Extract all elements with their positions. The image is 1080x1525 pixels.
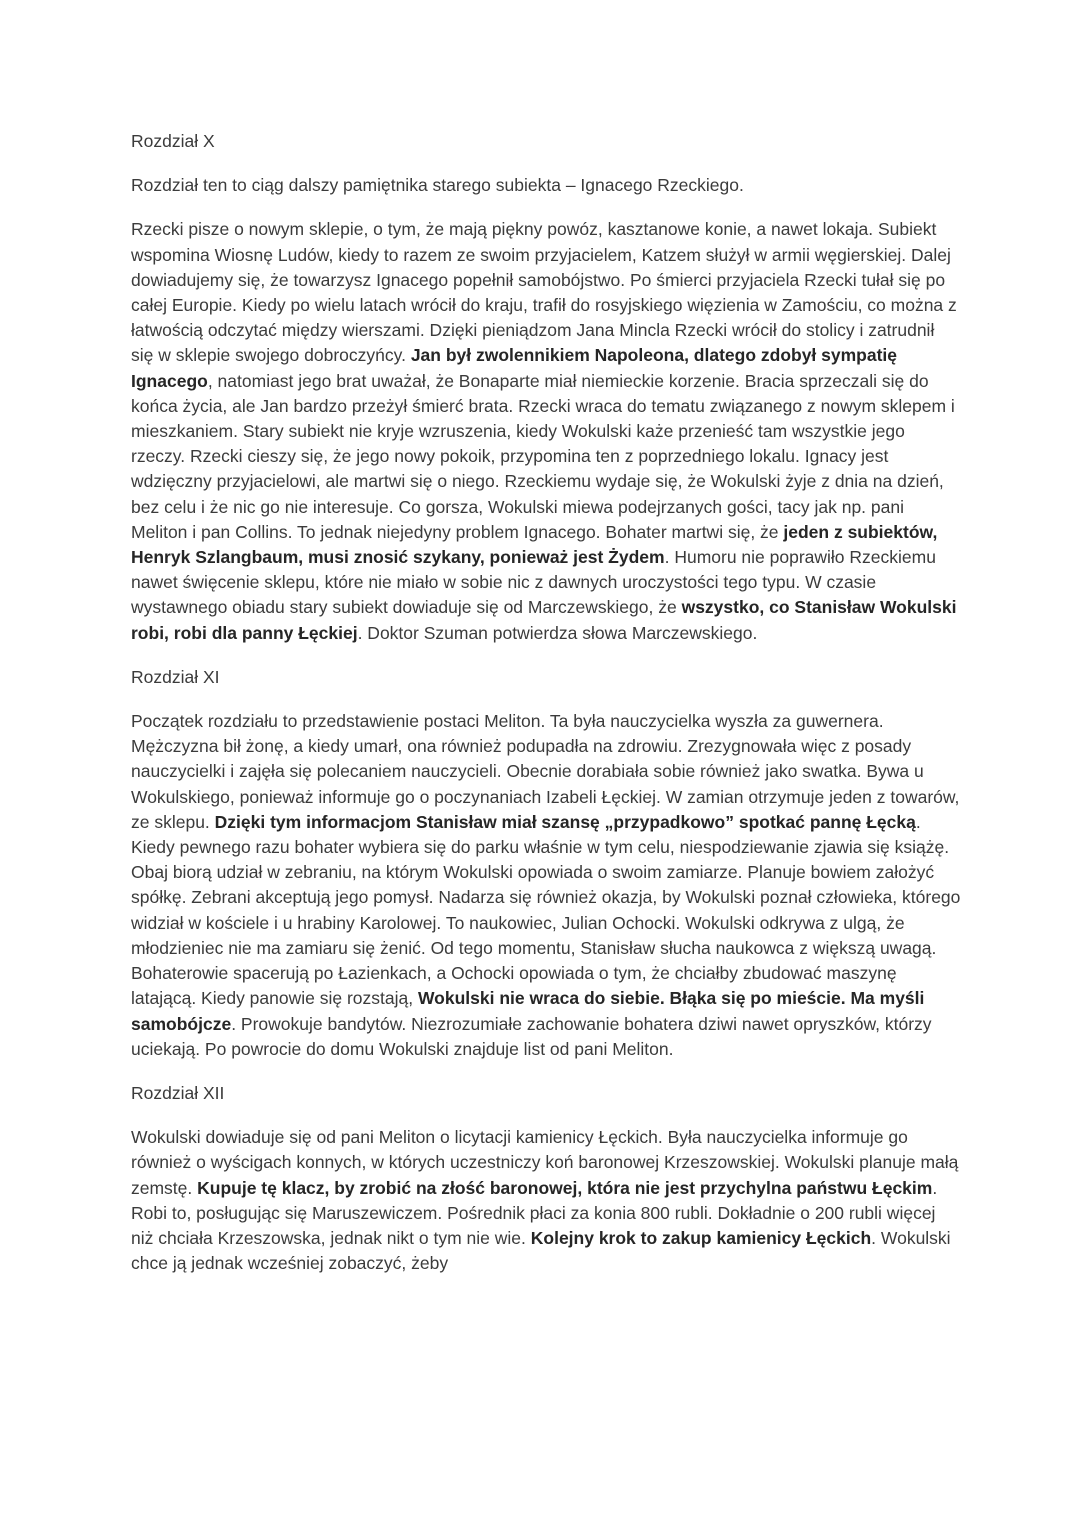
text-run: Rozdział ten to ciąg dalszy pamiętnika starego subiekta – Ignacego Rzeckiego. (131, 175, 744, 196)
text-run: Wokulski dowiaduje się od pani Meliton o licytacji kamienicy Łęckich. Była nauczycielka informuje go również o wyścigach konnych, w których uczestniczy koń baronowej Krzeszowskiej. Wokulski planuje małą zemstę. (131, 1127, 959, 1198)
paragraph (131, 1125, 961, 1276)
text-run: . Prowokuje bandytów. Niezrozumiałe zachowanie bohatera dziwi nawet opryszków, którzy uciekają. Po powrocie do domu Wokulski znajduje list od pani Meliton. (131, 1013, 932, 1059)
bold-text-run: Wokulski nie wraca do siebie. Błąka się po mieście. Ma myśli samobójcze (131, 988, 925, 1034)
text-run: , natomiast jego brat uważał, że Bonaparte miał niemieckie korzenie. Bracia sprzeczali się do końca życia, ale Jan bardzo przeżył śmierć brata. Rzecki wraca do tematu związanego z nowym sklepem i mieszkaniem. Stary subiekt nie kryje wzruszenia, kiedy Wokulski każe przenieść tam wszystkie jego rzeczy. Rzecki cieszy się, że jego nowy pokoik, przypomina ten z poprzedniego lokalu. Ignacy jest wdzięczny przyjacielowi, ale martwi się o niego. Rzeckiemu wydaje się, że Wokulski żyje z dnia na dzień, bez celu i że nic go nie interesuje. Co gorsza, Wokulski miewa podejrzanych gości, tacy jak np. pani Meliton i pan Collins. To jednak niejedyny problem Ignacego. Bohater martwi się, że (131, 370, 955, 542)
paragraph (131, 217, 961, 645)
document-content (131, 129, 961, 1295)
chapter-x (131, 129, 961, 646)
text-run: . Doktor Szuman potwierdza słowa Marczewskiego. (357, 622, 758, 643)
bold-text-run: Kupuje tę klacz, by zrobić na złość baronowej, która nie jest przychylna państwu Łęckim (197, 1177, 933, 1198)
chapter-heading: Rozdział X (131, 131, 215, 151)
bold-text-run: jeden z subiektów, Henryk Szlangbaum, musi znosić szykany, ponieważ jest Żydem (131, 521, 938, 568)
text-run: . Humoru nie poprawiło Rzeckiemu nawet święcenie sklepu, które nie miało w sobie nic z dawnych uroczystości tego typu. W czasie wystawnego obiadu stary subiekt dowiaduje się od Marczewskiego, że (131, 547, 936, 618)
chapter-xi (131, 665, 961, 1062)
paragraph (131, 709, 961, 1062)
bold-text-run: Kolejny krok to zakup kamienicy Łęckich (530, 1227, 872, 1248)
paragraph (131, 173, 961, 198)
text-run: Rzecki pisze o nowym sklepie, o tym, że mają piękny powóz, kasztanowe konie, a nawet lokaja. Subiekt wspomina Wiosnę Ludów, kiedy to razem ze swoim przyjacielem, Katzem służył w armii węgierskiej. Dalej dowiadujemy się, że towarzysz Ignacego popełnił samobójstwo. Po śmierci przyjaciela Rzecki tułał się po całej Europie. Kiedy po wielu latach wrócił do kraju, trafił do rosyjskiego więzienia w Zamościu, co można z łatwością odczytać między wierszami. Dzięki pieniądzom Jana Mincla Rzecki wrócił do stolicy i zatrudnił się w sklepie swojego dobroczyńcy. (131, 219, 957, 366)
bold-text-run: Dzięki tym informacjom Stanisław miał szansę „przypadkowo” spotkać pannę Łęcką (214, 811, 916, 832)
chapter-heading: Rozdział XII (131, 1082, 225, 1103)
chapter-xii (131, 1081, 961, 1276)
text-run: Początek rozdziału to przedstawienie postaci Meliton. Ta była nauczycielka wyszła za guwernera. Mężczyzna bił żonę, a kiedy umarł, ona również podupadła na zdrowiu. Zrezygnowała więc z posady nauczycielki i zajęła się polecaniem nauczycieli. Obecnie dorabiała sobie również jako swatka. Bywa u Wokulskiego, ponieważ informuje go o poczynaniach Izabeli Łęckiej. W zamian otrzymuje jeden z towarów, ze sklepu. (131, 711, 960, 832)
text-run: . Kiedy pewnego razu bohater wybiera się do parku właśnie w tym celu, niespodziewanie zjawia się książę. Obaj biorą udział w zebraniu, na którym Wokulski opowiada o swoim zamiarze. Planuje bowiem założyć spółkę. Zebrani akceptują jego pomysł. Nadarza się również okazja, by Wokulski poznał człowieka, którego widział w kościele i u hrabiny Karolowej. To naukowiec, Julian Ochocki. Wokulski odkrywa z ulgą, że młodzieniec nie ma zamiaru się żenić. Od tego momentu, Stanisław słucha naukowca z większą uwagą. Bohaterowie spacerują po Łazienkach, a Ochocki opowiada o tym, że chciałby zbudować maszynę latającą. Kiedy panowie się rozstają, (131, 811, 961, 1009)
text-run: . Wokulski chce ją jednak wcześniej zobaczyć, żeby (131, 1227, 951, 1274)
text-run: . Robi to, posługując się Maruszewiczem. Pośrednik płaci za konia 800 rubli. Dokładnie o 200 rubli więcej niż chciała Krzeszowska, jednak nikt o tym nie wie. (131, 1177, 938, 1248)
bold-text-run: wszystko, co Stanisław Wokulski robi, robi dla panny Łęckiej (131, 597, 957, 643)
bold-text-run: Jan był zwolennikiem Napoleona, dlatego zdobył sympatię Ignacego (131, 345, 898, 391)
chapter-heading: Rozdział XI (131, 666, 220, 687)
